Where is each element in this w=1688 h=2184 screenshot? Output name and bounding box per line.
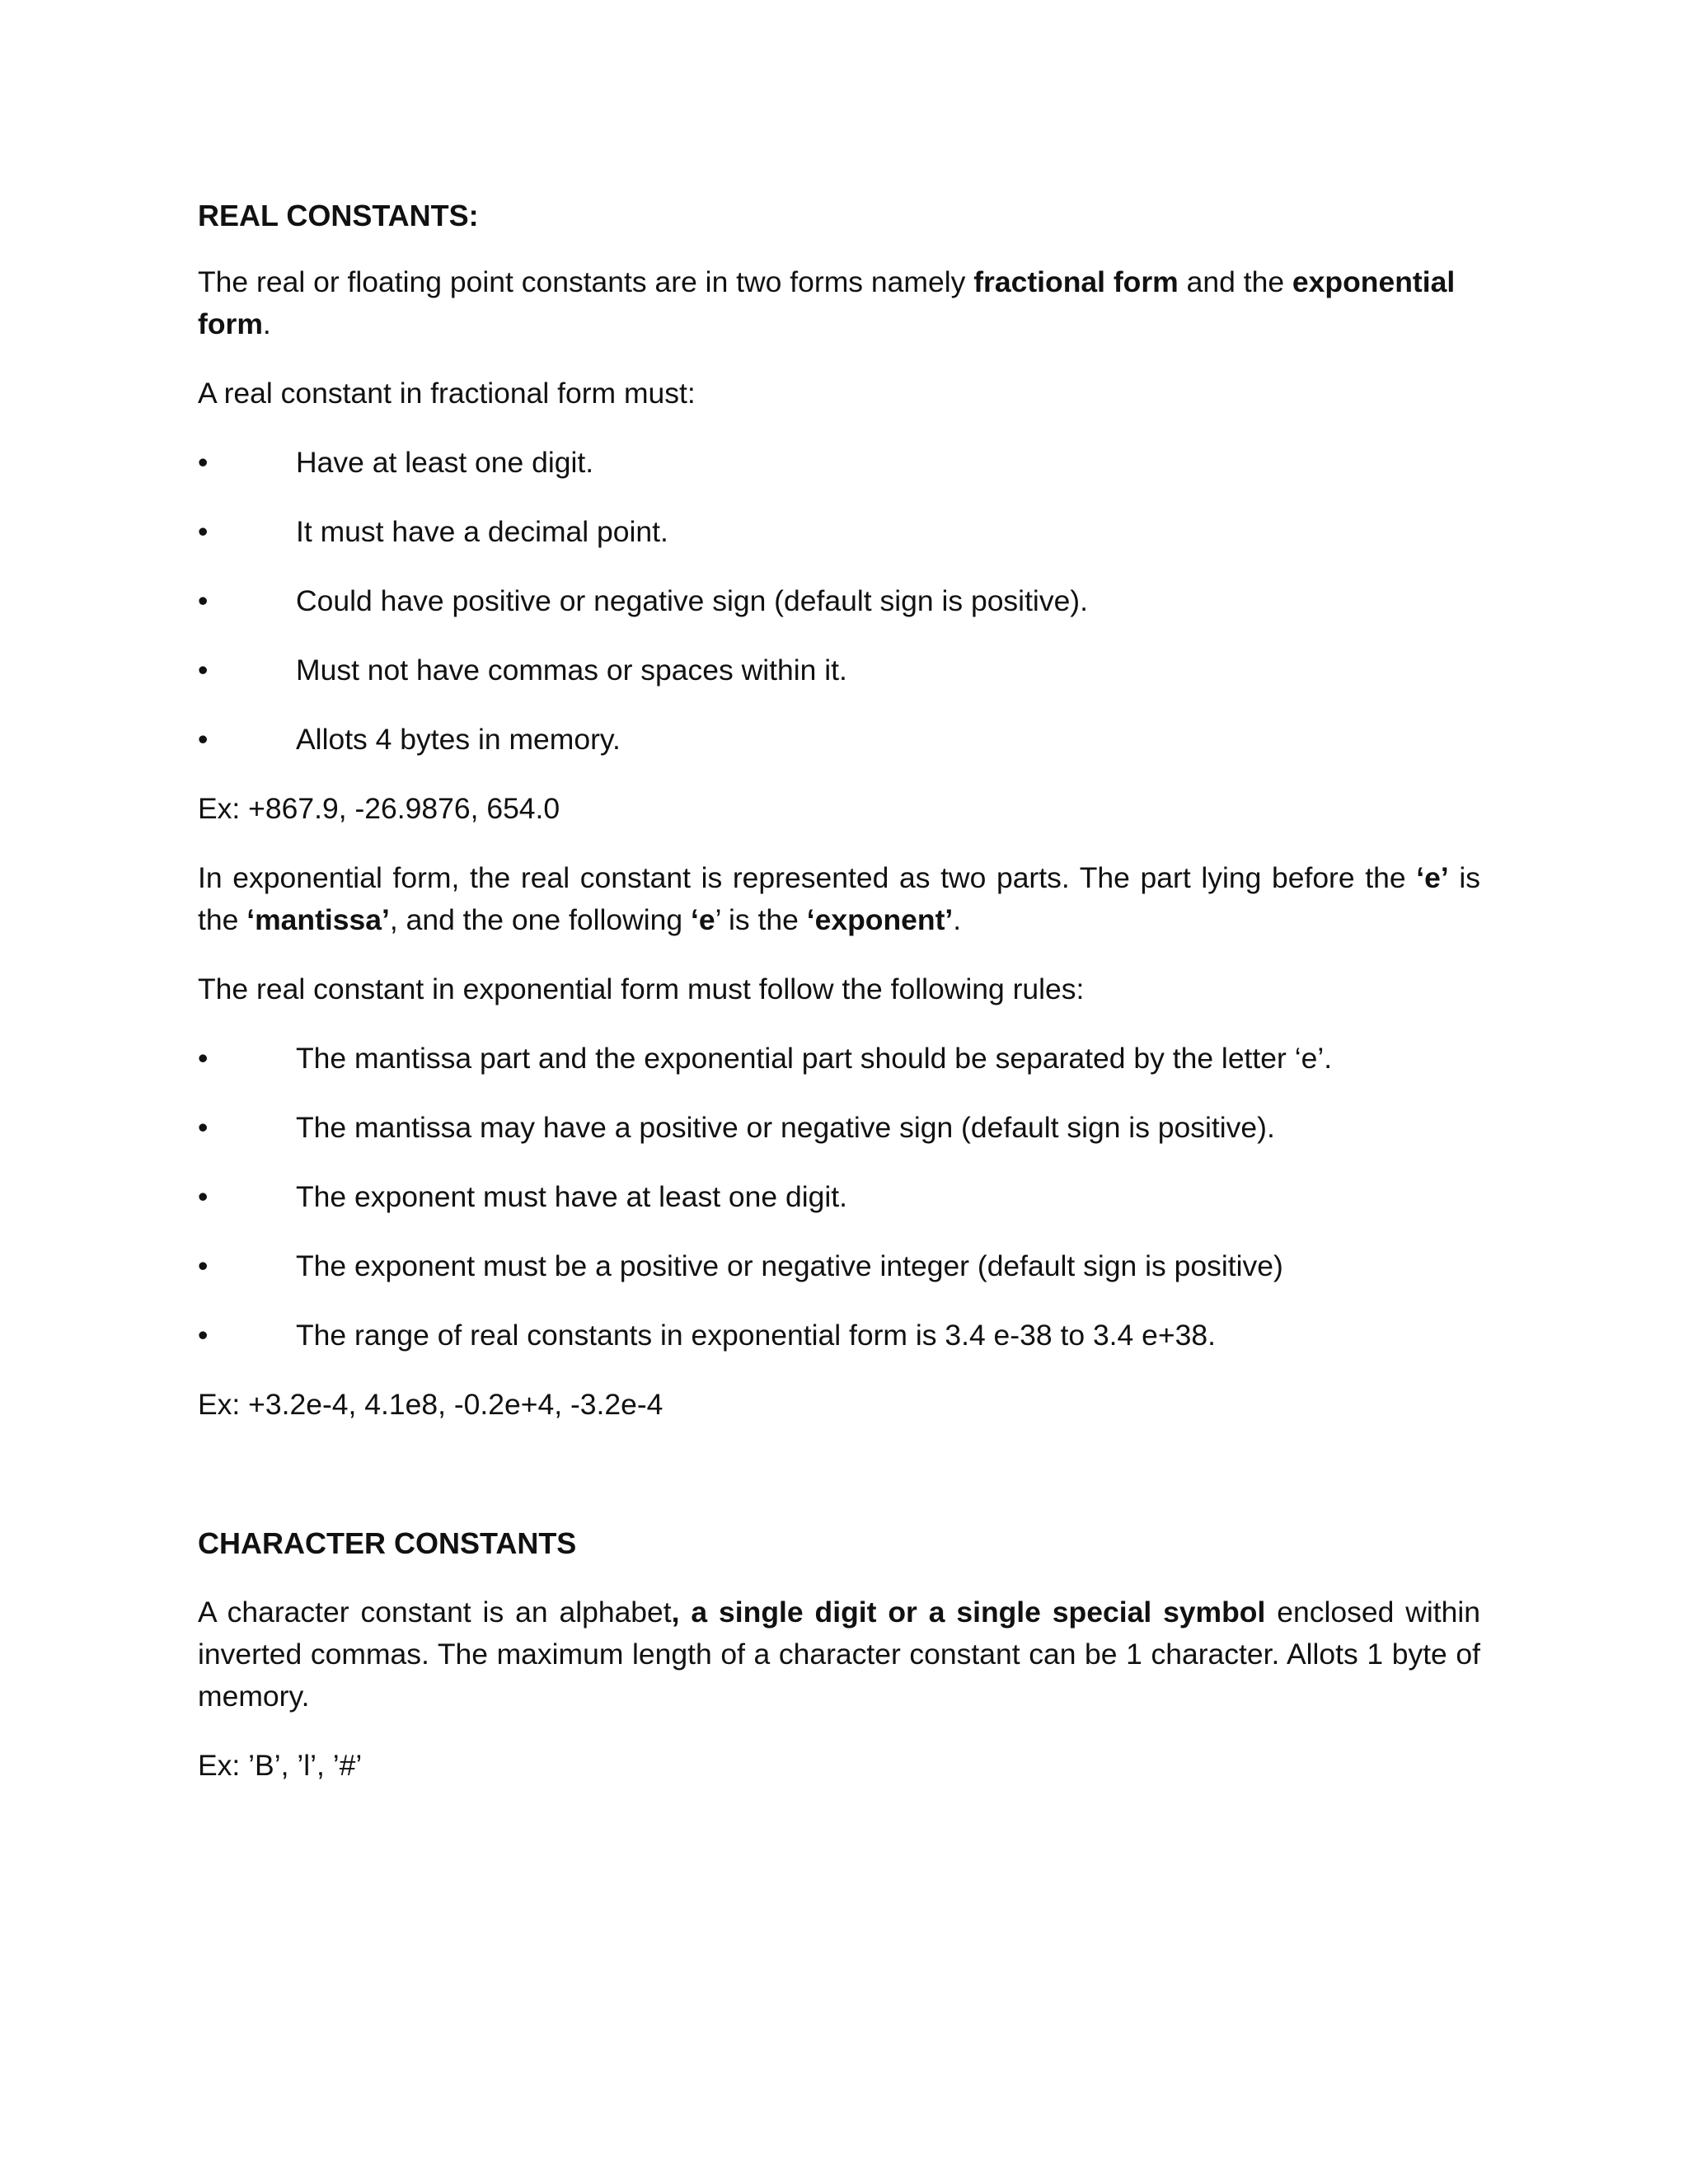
exp-intro-bold-e2: ‘e — [690, 903, 715, 936]
intro-bold-exponential: exponential form — [198, 265, 1456, 340]
exp-intro-text: In exponential form, the real constant is represented as two parts. The part lying before the — [198, 861, 1417, 894]
list-item-text: Allots 4 bytes in memory. — [296, 723, 621, 756]
bullet-icon: • — [198, 1180, 209, 1213]
list-item-text: The mantissa may have a positive or negative sign (default sign is positive). — [296, 1111, 1275, 1144]
exp-intro-text: ’ is the — [715, 903, 807, 936]
list-item — [198, 580, 1480, 622]
list-item — [198, 1107, 1480, 1149]
exp-intro-bold-exponent: ‘exponent’ — [806, 903, 954, 936]
char-body-text: A character constant is an alphabet — [198, 1596, 672, 1629]
list-item — [198, 442, 1480, 484]
list-item — [198, 719, 1480, 761]
exp-intro-text: . — [953, 903, 962, 936]
intro-bold-fractional: fractional form — [973, 265, 1179, 298]
list-item — [198, 1245, 1480, 1287]
list-item-text: It must have a decimal point. — [296, 515, 668, 548]
list-item-text: The exponent must be a positive or negative integer (default sign is positive) — [296, 1249, 1283, 1282]
list-item-text: Have at least one digit. — [296, 446, 594, 479]
list-item-text: Could have positive or negative sign (default sign is positive). — [296, 584, 1088, 617]
list-item — [198, 649, 1480, 691]
list-item — [198, 1038, 1480, 1080]
char-body-bold: , a single digit or a single special symbol — [671, 1596, 1266, 1629]
intro-text: and the — [1178, 265, 1292, 298]
bullet-icon: • — [198, 723, 209, 756]
bullet-icon: • — [198, 446, 209, 479]
list-item — [198, 1176, 1480, 1218]
bullet-icon: • — [198, 1319, 209, 1352]
intro-text: The real or floating point constants are in two forms namely — [198, 265, 974, 298]
list-item-text: The range of real constants in exponential form is 3.4 e-38 to 3.4 e+38. — [296, 1319, 1216, 1352]
char-body-text: enclosed within inverted commas. The maximum length of a character constant can be 1 character. Allots 1 byte of memory. — [198, 1596, 1480, 1713]
intro-text: . — [262, 307, 271, 340]
bullet-icon: • — [198, 584, 209, 617]
list-item — [198, 1315, 1480, 1357]
real-constants-heading: REAL CONSTANTS: — [198, 199, 479, 232]
bullet-icon: • — [198, 1249, 209, 1282]
fractional-lead: A real constant in fractional form must: — [198, 377, 696, 410]
real-intro-paragraph — [198, 261, 1480, 345]
exp-intro-bold-mantissa: ‘mantissa’ — [246, 903, 390, 936]
exponential-rules-list — [198, 1038, 1480, 1357]
exp-intro-bold-e: ‘e’ — [1416, 861, 1449, 894]
character-constants-heading: CHARACTER CONSTANTS — [198, 1526, 577, 1560]
list-item — [198, 511, 1480, 553]
list-item-text: The mantissa part and the exponential part should be separated by the letter ‘e’. — [296, 1042, 1333, 1075]
fractional-rules-list — [198, 442, 1480, 761]
fractional-example: Ex: +867.9, -26.9876, 654.0 — [198, 792, 560, 825]
exp-intro-text: is the — [198, 861, 1480, 936]
bullet-icon: • — [198, 654, 209, 687]
exponential-example: Ex: +3.2e-4, 4.1e8, -0.2e+4, -3.2e-4 — [198, 1388, 663, 1421]
list-item-text: The exponent must have at least one digit. — [296, 1180, 848, 1213]
bullet-icon: • — [198, 1042, 209, 1075]
bullet-icon: • — [198, 1111, 209, 1144]
character-example: Ex: ’B’, ’l’, ’#’ — [198, 1749, 363, 1782]
exponential-intro-paragraph — [198, 857, 1480, 941]
document-page — [198, 194, 1480, 1787]
exponential-lead: The real constant in exponential form must follow the following rules: — [198, 972, 1085, 1005]
list-item-text: Must not have commas or spaces within it. — [296, 654, 847, 687]
bullet-icon: • — [198, 515, 209, 548]
character-body-paragraph — [198, 1591, 1480, 1718]
exp-intro-text: , and the one following — [389, 903, 691, 936]
